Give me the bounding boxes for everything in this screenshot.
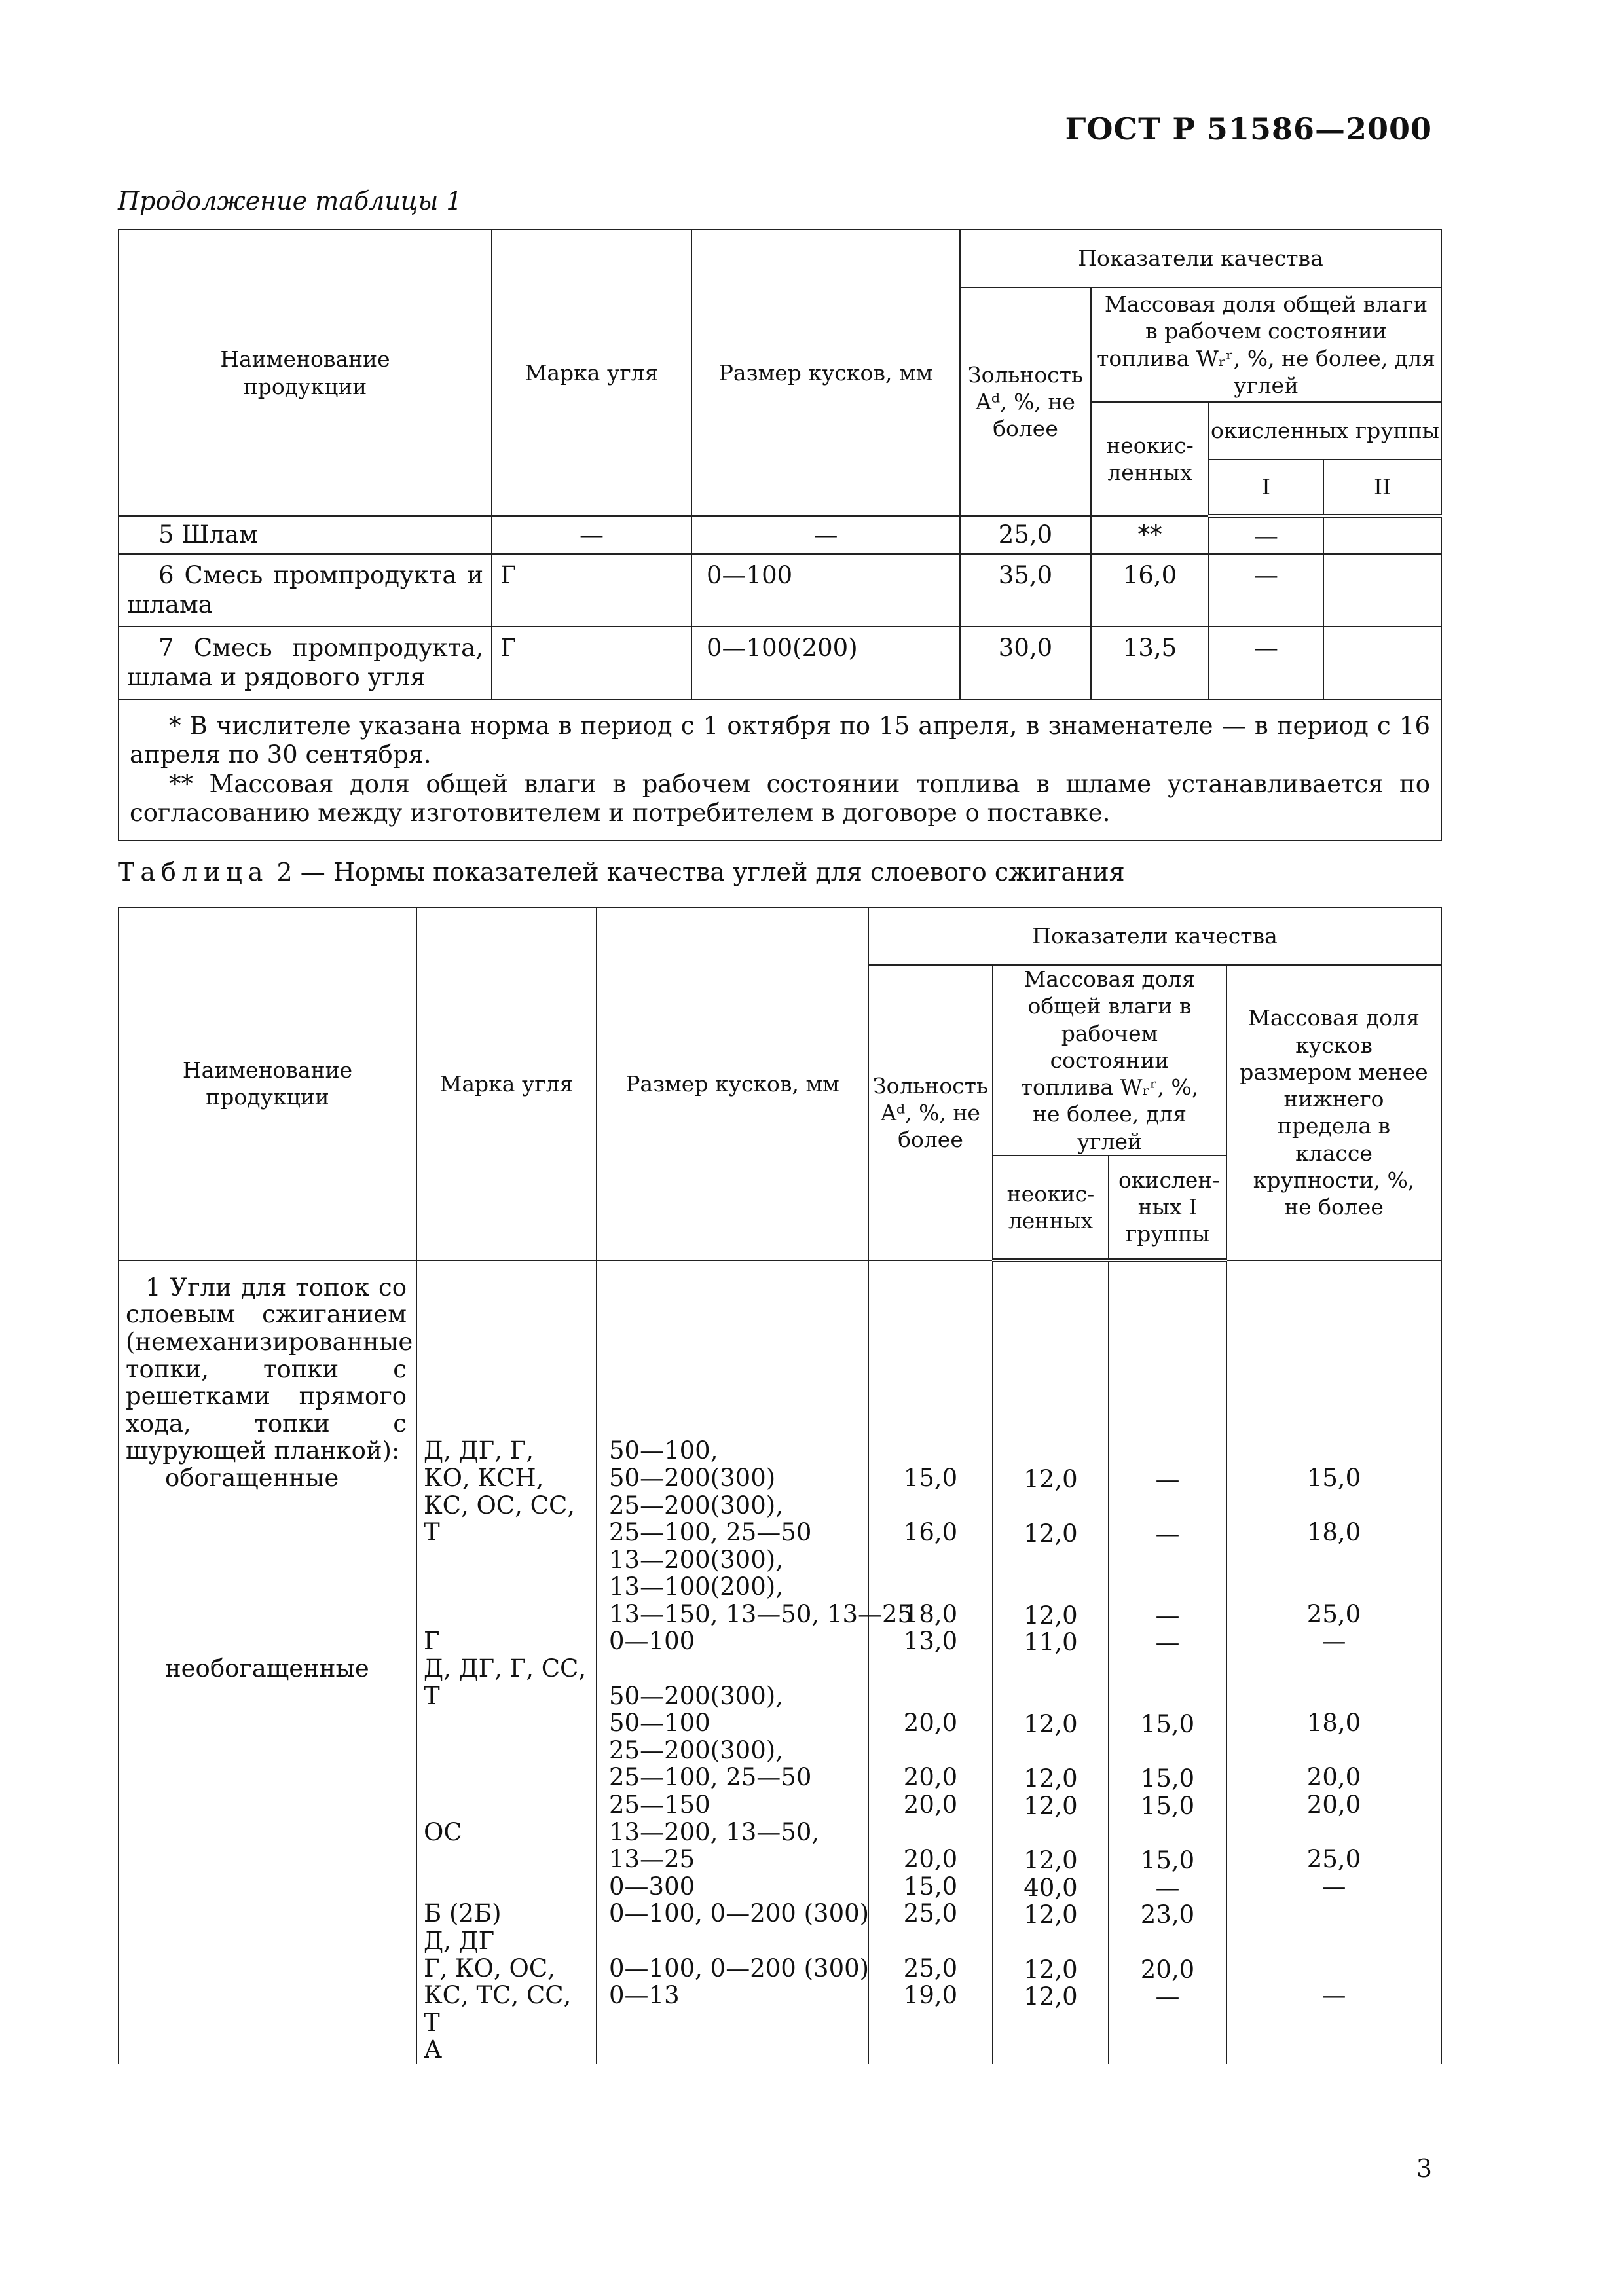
oxidized-2-cell <box>1323 627 1441 699</box>
footnote: * В числителе указана норма в период с 1 октября по 15 апреля, в знаменателе — в период с 16 апреля по 30 сентября. <box>130 711 1430 769</box>
product-cell: 6 Смесь промпродукта и шлама <box>119 554 492 627</box>
size-line: 25—150 <box>609 1791 710 1819</box>
ash-column <box>868 1260 993 2064</box>
table1-caption: Продолжение таблицы 1 <box>118 187 462 215</box>
ash-value: 16,0 <box>903 1518 958 1547</box>
ash-value: 25,0 <box>903 1954 958 1982</box>
nonoxidized-value: 12,0 <box>1023 1982 1078 2011</box>
table1-notes <box>119 699 1441 841</box>
oxidized-value: — <box>1155 1465 1180 1493</box>
fines-value: — <box>1321 1627 1346 1656</box>
size-line: 0—100 <box>609 1627 695 1656</box>
ash-value: 13,0 <box>903 1627 958 1656</box>
fines-value: 18,0 <box>1306 1518 1361 1547</box>
oxidized-value: 15,0 <box>1140 1846 1195 1875</box>
table1 <box>118 229 1442 841</box>
fines-column <box>1226 1260 1441 2064</box>
fines-value: 15,0 <box>1306 1463 1361 1492</box>
size-line: 50—100 <box>609 1709 710 1738</box>
oxidized-value: 23,0 <box>1140 1901 1195 1929</box>
size-column <box>597 1260 913 2064</box>
ash-value: 20,0 <box>903 1709 958 1738</box>
nonoxidized-value: 12,0 <box>1023 1955 1078 1984</box>
t1-header-nonoxidized: неокис-ленных <box>1091 402 1209 516</box>
oxidized-value: — <box>1155 1873 1180 1902</box>
size-line: 50—100, <box>609 1436 718 1465</box>
size-cell: 0—100(200) <box>691 627 960 699</box>
t2-header-size: Размер кусков, мм <box>597 907 868 1260</box>
nonoxidized-value: 12,0 <box>1023 1520 1078 1548</box>
grade-cell: Г <box>492 627 691 699</box>
t1-header-group-2: II <box>1323 460 1441 516</box>
table-row <box>119 554 1441 627</box>
grade-cell: — <box>492 516 691 554</box>
ash-value: 15,0 <box>903 1463 958 1492</box>
product-item: необогащенные <box>165 1654 369 1683</box>
size-line: 13—100(200), <box>609 1573 783 1601</box>
size-line: 25—100, 25—50 <box>609 1763 812 1792</box>
oxidized-1-cell: — <box>1209 554 1323 627</box>
t2-header-oxidized: окислен-ных I группы <box>1109 1156 1226 1260</box>
ash-value: 20,0 <box>903 1791 958 1819</box>
fines-value: 20,0 <box>1306 1791 1361 1819</box>
size-cell: 0—100 <box>691 554 960 627</box>
table-row <box>119 627 1441 699</box>
nonoxidized-value: 40,0 <box>1023 1873 1078 1902</box>
product-cell: 5 Шлам <box>119 516 492 554</box>
size-line: 50—200(300) <box>609 1463 776 1492</box>
nonoxidized-cell: 13,5 <box>1091 627 1209 699</box>
t2-header-fines: Массовая доля кусков размером менее нижнего предела в классе крупности, %, не более <box>1226 965 1441 1260</box>
product-cell: 7 Смесь промпродукта, шлама и рядового угля <box>119 627 492 699</box>
ash-value: 19,0 <box>903 1981 958 2010</box>
ash-cell: 35,0 <box>960 554 1091 627</box>
nonoxidized-value: 12,0 <box>1023 1465 1078 1493</box>
grade-line: А <box>424 2035 443 2064</box>
size-line: 13—25 <box>609 1845 695 1874</box>
nonoxidized-value: 12,0 <box>1023 1792 1078 1821</box>
oxidized-1-cell: — <box>1209 516 1323 554</box>
grade-line: Т <box>424 1518 440 1547</box>
t1-header-moisture: Массовая доля общей влаги в рабочем состоянии топлива Wᵣʳ, %, не более, для углей <box>1091 287 1441 402</box>
t2-header-moisture: Массовая доля общей влаги в рабочем состоянии топлива Wᵣʳ, %, не более, для углей <box>993 965 1226 1156</box>
size-line: 25—200(300), <box>609 1736 783 1764</box>
t1-header-grade: Марка угля <box>492 230 691 516</box>
size-line: 0—300 <box>609 1872 695 1901</box>
page-number: 3 <box>1416 2154 1432 2183</box>
table2-caption-label: Таблица <box>118 858 269 886</box>
oxidized-value: 15,0 <box>1140 1764 1195 1793</box>
t1-header-product: Наименование продукции <box>119 230 492 516</box>
fines-value: 25,0 <box>1306 1599 1361 1628</box>
product-heading: 1 Угли для топок со слоевым сжиганием (немеханизированные топки, топки с решетками прямого хода, топки с шурующей планкой): <box>126 1273 413 1465</box>
grade-line: КС, ТС, СС, <box>424 1981 572 2010</box>
fines-value: 18,0 <box>1306 1709 1361 1738</box>
oxidized-value: 15,0 <box>1140 1710 1195 1739</box>
ash-value: 18,0 <box>903 1599 958 1628</box>
nonoxidized-value: 11,0 <box>1023 1628 1078 1657</box>
fines-value: 25,0 <box>1306 1845 1361 1874</box>
size-line: 13—150, 13—50, 13—25 <box>609 1599 913 1628</box>
size-line: 25—200(300), <box>609 1491 783 1520</box>
grade-cell: Г <box>492 554 691 627</box>
grade-line: Т <box>424 1681 440 1710</box>
oxidized-value: — <box>1155 1520 1180 1548</box>
size-line: 13—200, 13—50, <box>609 1817 820 1846</box>
grade-line: Т <box>424 2008 440 2037</box>
fines-value: — <box>1321 1981 1346 2010</box>
oxidized-1-cell: — <box>1209 627 1323 699</box>
t2-header-ash: Зольность Aᵈ, %, не более <box>868 965 993 1260</box>
grade-line: Г, КО, ОС, <box>424 1954 555 1982</box>
size-line: 25—100, 25—50 <box>609 1518 812 1547</box>
nonoxidized-value: 12,0 <box>1023 1901 1078 1929</box>
size-line: 13—200(300), <box>609 1545 783 1574</box>
grade-line: Г <box>424 1627 440 1656</box>
table2 <box>118 907 1442 2064</box>
nonoxidized-value: 12,0 <box>1023 1710 1078 1739</box>
oxidized-2-cell <box>1323 554 1441 627</box>
t1-header-ash: Зольность Aᵈ, %, не более <box>960 287 1091 516</box>
size-line: 50—200(300), <box>609 1681 783 1710</box>
grade-line: ОС <box>424 1817 462 1846</box>
grade-line: Д, ДГ <box>424 1927 495 1955</box>
product-column <box>119 1260 416 2064</box>
footnote: ** Массовая доля общей влаги в рабочем состоянии топлива в шламе устанавливается по согласованию между изготовителем и потребителем в договоре о поставке. <box>130 769 1430 828</box>
ash-value: 25,0 <box>903 1899 958 1928</box>
oxidized-column <box>1109 1260 1226 2064</box>
t2-header-nonoxidized: неокис-ленных <box>993 1156 1109 1260</box>
t2-header-quality: Показатели качества <box>868 907 1441 965</box>
t2-header-grade: Марка угля <box>416 907 597 1260</box>
nonoxidized-cell: 16,0 <box>1091 554 1209 627</box>
grade-line: КС, ОС, СС, <box>424 1491 576 1520</box>
table-row <box>119 516 1441 554</box>
oxidized-value: — <box>1155 1982 1180 2011</box>
ash-value: 20,0 <box>903 1763 958 1792</box>
fines-value: 20,0 <box>1306 1763 1361 1792</box>
nonoxidized-column <box>993 1260 1109 2064</box>
document-number: ГОСТ Р 51586—2000 <box>1065 111 1432 147</box>
oxidized-2-cell <box>1323 516 1441 554</box>
t1-header-oxidized-groups: окисленных группы <box>1209 402 1441 460</box>
grade-line: Д, ДГ, Г, СС, <box>424 1654 587 1683</box>
notes-row <box>119 699 1441 841</box>
grade-line: Б (2Б) <box>424 1899 502 1928</box>
t1-header-size: Размер кусков, мм <box>691 230 960 516</box>
nonoxidized-value: 12,0 <box>1023 1601 1078 1630</box>
size-line: 0—13 <box>609 1981 680 2010</box>
size-cell: — <box>691 516 960 554</box>
size-line: 0—100, 0—200 (300) <box>609 1954 870 1982</box>
size-line: 0—100, 0—200 (300) <box>609 1899 870 1928</box>
oxidized-value: — <box>1155 1628 1180 1657</box>
oxidized-value: 20,0 <box>1140 1955 1195 1984</box>
nonoxidized-value: 12,0 <box>1023 1764 1078 1793</box>
ash-cell: 30,0 <box>960 627 1091 699</box>
t2-header-product: Наименование продукции <box>119 907 416 1260</box>
ash-value: 15,0 <box>903 1872 958 1901</box>
ash-cell: 25,0 <box>960 516 1091 554</box>
grade-line: КО, КСН, <box>424 1463 544 1492</box>
ash-value: 20,0 <box>903 1845 958 1874</box>
table2-caption <box>118 858 1125 886</box>
table-row <box>119 1260 1441 2064</box>
grade-line: Д, ДГ, Г, <box>424 1436 534 1465</box>
grade-column <box>416 1260 597 2064</box>
oxidized-value: — <box>1155 1601 1180 1630</box>
fines-value: — <box>1321 1872 1346 1901</box>
table2-caption-text: 2 — Нормы показателей качества углей для слоевого сжигания <box>276 858 1125 886</box>
t1-header-quality: Показатели качества <box>960 230 1441 287</box>
oxidized-value: 15,0 <box>1140 1792 1195 1821</box>
t1-header-group-1: I <box>1209 460 1323 516</box>
nonoxidized-value: 12,0 <box>1023 1846 1078 1875</box>
nonoxidized-cell: ** <box>1091 516 1209 554</box>
product-item: обогащенные <box>165 1463 339 1492</box>
